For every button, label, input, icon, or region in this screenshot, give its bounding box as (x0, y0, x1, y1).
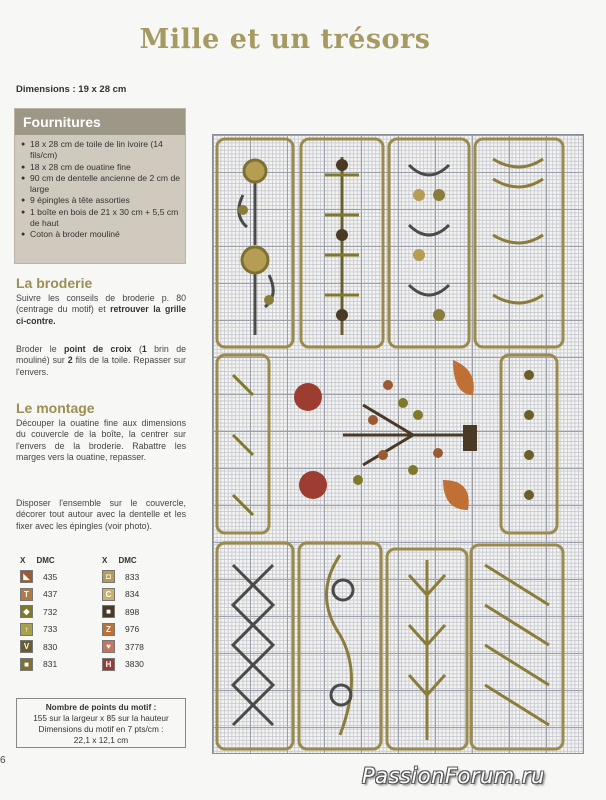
legend-row (102, 656, 182, 674)
fournitures-list (15, 139, 185, 241)
legend-dmc-code: 733 (43, 624, 58, 635)
legend-symbol: V (20, 640, 33, 653)
cross-stitch-chart (212, 134, 584, 754)
legend-header: X DMC (20, 556, 55, 565)
list-item: ● 9 épingles à tête assorties (21, 195, 185, 206)
legend-row (20, 586, 100, 604)
broderie-heading: La broderie (16, 275, 93, 291)
legend-dmc-code: 833 (125, 571, 140, 582)
legend-symbol: ♥ (102, 640, 115, 653)
page-title: Mille et un trésors (139, 24, 431, 55)
list-item: ● Coton à broder mouliné (21, 229, 185, 240)
panel-vine (299, 543, 381, 749)
legend-dmc-code: 830 (43, 641, 58, 652)
legend-dmc-code: 976 (125, 624, 140, 635)
fournitures-box (14, 108, 186, 264)
fournitures-heading: Fournitures (15, 109, 185, 135)
legend-column-right (102, 556, 182, 673)
watermark: PassionForum.ru (362, 764, 545, 788)
broderie-paragraph-2: Broder le point de croix (1 brin de mouliné) sur 2 fils de la toile. Repasser sur l'envers. (16, 344, 186, 377)
panel-leaf-columns (301, 139, 383, 347)
panel-lattice (217, 543, 293, 749)
legend-dmc-code: 437 (43, 589, 58, 600)
legend-dmc-code: 3778 (125, 641, 144, 652)
legend-symbol: Z (102, 623, 115, 636)
legend-row (20, 638, 100, 656)
legend-header: X DMC (102, 556, 137, 565)
panel-wheat (387, 549, 467, 749)
panel-hearts (389, 139, 469, 347)
legend-symbol: T (20, 588, 33, 601)
legend-row (102, 586, 182, 604)
legend-row (102, 638, 182, 656)
panel-side-left (217, 355, 269, 533)
legend-dmc-code: 435 (43, 571, 58, 582)
panel-diagonals (471, 545, 563, 749)
dimensions-text: Dimensions : 19 x 28 cm (16, 84, 127, 95)
legend-dmc-code: 732 (43, 606, 58, 617)
broderie-paragraph-1: Suivre les conseils de broderie p. 80 (centrage du motif) et retrouver la grille ci-contre. (16, 293, 187, 326)
legend-dmc-code: 834 (125, 589, 140, 600)
thread-legend (14, 556, 184, 691)
legend-row (20, 568, 100, 586)
legend-row (102, 568, 182, 586)
legend-row (102, 603, 182, 621)
list-item: ● 18 x 28 cm de ouatine fine (21, 162, 185, 173)
stitch-count-note: Nombre de points du motif : 155 sur la largeur x 85 sur la hauteur Dimensions du motif en 7 pts/cm : 22,1 x 12,1 cm (16, 698, 186, 748)
panel-side-right (501, 355, 557, 533)
legend-symbol: ◣ (20, 570, 33, 583)
panel-waves (475, 139, 563, 347)
list-item: ● 1 boîte en bois de 21 x 30 cm + 5,5 cm de haut (21, 207, 185, 230)
list-item: ● 18 x 28 cm de toile de lin ivoire (14 fils/cm) (21, 139, 185, 162)
legend-column-left (20, 556, 100, 673)
legend-symbol: ■ (102, 605, 115, 618)
legend-symbol: ◘ (102, 570, 115, 583)
legend-symbol: ■ (20, 658, 33, 671)
legend-symbol: ↑ (20, 623, 33, 636)
panel-tree-center (294, 360, 477, 510)
legend-symbol: H (102, 658, 115, 671)
list-item: ● 90 cm de dentelle ancienne de 2 cm de large (21, 173, 185, 196)
montage-paragraph-2: Disposer l'ensemble sur le couvercle, décorer tout autour avec la dentelle et les fixer avec les épingles (voir photo). (16, 498, 186, 531)
legend-row (20, 603, 100, 621)
legend-row (102, 621, 182, 639)
legend-dmc-code: 831 (43, 659, 58, 670)
page-number: 6 (0, 755, 6, 766)
legend-row (20, 656, 100, 674)
montage-paragraph-1: Découper la ouatine fine aux dimensions du couvercle de la boîte, la centrer sur l'envers de la broderie. Rabattre les marges vers la ouatine, repasser. (16, 418, 186, 462)
chart-motifs (213, 135, 583, 753)
legend-symbol: C (102, 588, 115, 601)
montage-heading: Le montage (16, 400, 95, 416)
legend-row (20, 621, 100, 639)
legend-dmc-code: 3830 (125, 659, 144, 670)
legend-symbol: ◆ (20, 605, 33, 618)
panel-flowers (217, 139, 293, 347)
legend-dmc-code: 898 (125, 606, 140, 617)
